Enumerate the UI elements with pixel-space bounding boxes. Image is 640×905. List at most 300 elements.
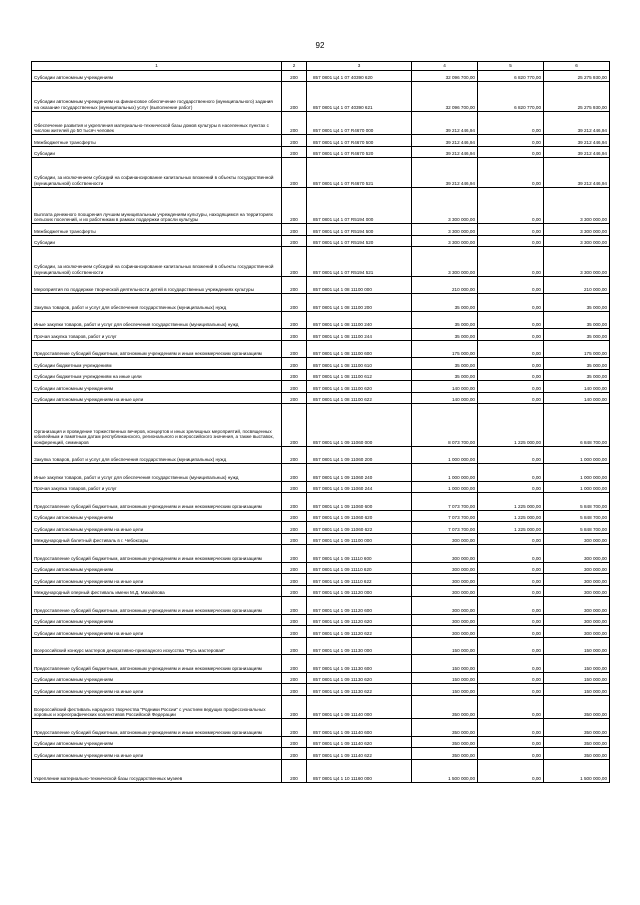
row-name-cell: Субсидии автономным учреждениям на финансовое обеспечение государственного (муниципального) задания на оказание государственных (муниципальных) услуг (выполнение работ) [32,82,282,112]
row-code-cell: 200 [282,358,307,370]
row-federal-cell: 0,00 [478,637,544,655]
row-name-cell: Субсидии бюджетным учреждениям на иные цели [32,369,282,381]
row-code-cell: 200 [282,446,307,464]
row-classification-cell: 857 0801 Ц4 1 08 11100 622 [307,392,412,404]
row-federal-cell: 0,00 [478,684,544,696]
row-code-cell: 200 [282,533,307,545]
table-row [32,522,610,534]
table-row [32,736,610,748]
row-amount-cell: 1 500 000,00 [544,759,610,783]
row-code-cell: 200 [282,135,307,147]
row-amount-cell: 150 000,00 [544,672,610,684]
row-code-cell: 200 [282,111,307,135]
row-total-cell: 7 073 700,00 [412,510,478,522]
row-code-cell: 200 [282,70,307,82]
table-row [32,748,610,760]
row-name-cell: Субсидии автономным учреждениям [32,672,282,684]
row-total-cell: 1 000 000,00 [412,446,478,464]
row-classification-cell: 857 0801 Ц4 1 09 11140 600 [307,719,412,737]
row-name-cell: Предоставление субсидий бюджетным, автономным учреждениям и иным некоммерческим организациям [32,493,282,511]
row-total-cell: 7 073 700,00 [412,493,478,511]
row-name-cell: Международный балетный фестиваль в г. Чебоксары [32,533,282,545]
row-total-cell: 350 000,00 [412,736,478,748]
row-federal-cell: 0,00 [478,626,544,638]
row-amount-cell: 300 000,00 [544,585,610,597]
row-total-cell: 35 000,00 [412,369,478,381]
row-name-cell: Субсидии, за исключением субсидий на софинансирование капитальных вложений в объекты государственной (муниципальной) собственности [32,158,282,188]
row-amount-cell: 5 848 700,00 [544,522,610,534]
row-federal-cell: 0,00 [478,736,544,748]
row-name-cell: Укрепление материально-технической базы государственных музеев [32,759,282,783]
row-name-cell: Мероприятия по поддержке творческой деятельности детей в государственных учреждениях культуры [32,276,282,294]
row-federal-cell: 1 225 000,00 [478,522,544,534]
row-amount-cell: 350 000,00 [544,695,610,719]
row-code-cell: 200 [282,247,307,277]
row-classification-cell: 857 0801 Ц4 1 09 11130 600 [307,655,412,673]
row-name-cell: Предоставление субсидий бюджетным, автономным учреждениям и иным некоммерческим организациям [32,597,282,615]
table-row [32,340,610,358]
row-federal-cell: 0,00 [478,247,544,277]
row-code-cell: 200 [282,224,307,236]
row-code-cell: 200 [282,369,307,381]
row-amount-cell: 3 300 000,00 [544,247,610,277]
row-amount-cell: 1 000 000,00 [544,446,610,464]
row-classification-cell: 857 0801 Ц4 1 09 11140 622 [307,748,412,760]
row-classification-cell: 857 0801 Ц4 1 07 R4670 000 [307,111,412,135]
row-code-cell: 200 [282,597,307,615]
row-name-cell: Предоставление субсидий бюджетным, автономным учреждениям и иным некоммерческим организациям [32,340,282,358]
table-row [32,446,610,464]
row-total-cell: 300 000,00 [412,574,478,586]
row-code-cell: 200 [282,585,307,597]
row-classification-cell: 857 0801 Ц4 1 09 11110 620 [307,562,412,574]
row-federal-cell: 0,00 [478,369,544,381]
row-code-cell: 200 [282,574,307,586]
row-federal-cell: 0,00 [478,481,544,493]
row-name-cell: Субсидии автономным учреждениям на иные цели [32,522,282,534]
row-classification-cell: 857 0801 Ц4 1 10 11160 000 [307,759,412,783]
table-row [32,358,610,370]
row-amount-cell: 35 000,00 [544,329,610,341]
table-row [32,294,610,312]
table-row [32,247,610,277]
row-classification-cell: 857 0801 Ц4 1 08 11100 244 [307,329,412,341]
row-total-cell: 300 000,00 [412,626,478,638]
row-code-cell: 200 [282,736,307,748]
row-amount-cell: 350 000,00 [544,736,610,748]
table-row [32,545,610,563]
row-name-cell: Субсидии автономным учреждениям на иные цели [32,684,282,696]
row-total-cell: 3 300 000,00 [412,247,478,277]
row-name-cell: Субсидии бюджетным учреждениям [32,358,282,370]
row-amount-cell: 300 000,00 [544,614,610,626]
row-amount-cell: 300 000,00 [544,562,610,574]
table-row [32,637,610,655]
row-total-cell: 3 300 000,00 [412,187,478,224]
row-total-cell: 350 000,00 [412,748,478,760]
row-amount-cell: 1 000 000,00 [544,481,610,493]
row-federal-cell: 1 225 000,00 [478,404,544,447]
row-classification-cell: 857 0801 Ц4 1 09 11060 620 [307,510,412,522]
row-amount-cell: 5 848 700,00 [544,510,610,522]
table-row [32,655,610,673]
row-amount-cell: 350 000,00 [544,748,610,760]
row-federal-cell: 0,00 [478,392,544,404]
table-row [32,135,610,147]
row-code-cell: 200 [282,381,307,393]
row-classification-cell: 857 0801 Ц4 1 09 11130 000 [307,637,412,655]
header-cell: 6 [544,62,610,71]
row-classification-cell: 857 0801 Ц4 1 07 40390 620 [307,70,412,82]
row-name-cell: Предоставление субсидий бюджетным, автономным учреждениям и иным некоммерческим организациям [32,719,282,737]
row-code-cell: 200 [282,493,307,511]
row-total-cell: 35 000,00 [412,358,478,370]
row-federal-cell: 0,00 [478,719,544,737]
row-federal-cell: 0,00 [478,381,544,393]
table-row [32,464,610,482]
row-name-cell: Предоставление субсидий бюджетным, автономным учреждениям и иным некоммерческим организациям [32,545,282,563]
row-name-cell: Субсидии автономным учреждениям на иные цели [32,574,282,586]
row-name-cell: Субсидии автономным учреждениям на иные цели [32,626,282,638]
row-total-cell: 150 000,00 [412,655,478,673]
row-name-cell: Субсидии автономным учреждениям на иные цели [32,392,282,404]
row-code-cell: 200 [282,404,307,447]
row-code-cell: 200 [282,522,307,534]
row-amount-cell: 150 000,00 [544,655,610,673]
row-classification-cell: 857 0801 Ц4 1 08 11100 240 [307,311,412,329]
row-name-cell: Субсидии, за исключением субсидий на софинансирование капитальных вложений в объекты государственной (муниципальной) собственности [32,247,282,277]
row-classification-cell: 857 0801 Ц4 1 08 11100 200 [307,294,412,312]
row-amount-cell: 300 000,00 [544,545,610,563]
row-amount-cell: 350 000,00 [544,719,610,737]
row-total-cell: 3 300 000,00 [412,224,478,236]
row-amount-cell: 300 000,00 [544,626,610,638]
table-row [32,146,610,158]
row-total-cell: 300 000,00 [412,533,478,545]
row-total-cell: 350 000,00 [412,695,478,719]
row-name-cell: Обеспечение развития и укрепления материально-технической базы домов культуры в населенных пунктах с числом жителей до 50 тысяч человек [32,111,282,135]
row-code-cell: 200 [282,695,307,719]
row-federal-cell: 0,00 [478,446,544,464]
row-total-cell: 150 000,00 [412,637,478,655]
row-classification-cell: 857 0801 Ц4 1 07 R5194 000 [307,187,412,224]
row-total-cell: 39 212 446,94 [412,111,478,135]
row-federal-cell: 0,00 [478,358,544,370]
table-row [32,585,610,597]
table-body [32,70,610,783]
row-code-cell: 200 [282,481,307,493]
row-name-cell: Закупка товаров, работ и услуг для обеспечения государственных (муниципальных) нужд [32,294,282,312]
row-federal-cell: 0,00 [478,329,544,341]
row-classification-cell: 857 0801 Ц4 1 07 R5194 521 [307,247,412,277]
row-total-cell: 3 300 000,00 [412,235,478,247]
row-total-cell: 32 096 700,00 [412,70,478,82]
row-classification-cell: 857 0801 Ц4 1 08 11100 612 [307,369,412,381]
table-row [32,510,610,522]
row-total-cell: 175 000,00 [412,340,478,358]
row-code-cell: 200 [282,684,307,696]
table-row [32,111,610,135]
row-classification-cell: 857 0801 Ц4 1 07 R4670 500 [307,135,412,147]
row-federal-cell: 0,00 [478,597,544,615]
row-federal-cell: 0,00 [478,614,544,626]
row-code-cell: 200 [282,392,307,404]
row-code-cell: 200 [282,187,307,224]
row-federal-cell: 0,00 [478,158,544,188]
row-name-cell: Прочая закупка товаров, работ и услуг [32,329,282,341]
row-name-cell: Иные закупки товаров, работ и услуг для обеспечения государственных (муниципальных) нужд [32,464,282,482]
row-amount-cell: 35 000,00 [544,294,610,312]
row-code-cell: 200 [282,759,307,783]
header-cell: 3 [307,62,412,71]
row-classification-cell: 857 0801 Ц4 1 09 11060 244 [307,481,412,493]
table-row [32,369,610,381]
header-cell: 5 [478,62,544,71]
row-federal-cell: 6 820 770,00 [478,70,544,82]
table-row [32,614,610,626]
row-code-cell: 200 [282,562,307,574]
table-row [32,70,610,82]
row-name-cell: Закупка товаров, работ и услуг для обеспечения государственных (муниципальных) нужд [32,446,282,464]
row-classification-cell: 857 0801 Ц4 1 09 11110 622 [307,574,412,586]
row-amount-cell: 210 000,00 [544,276,610,294]
row-name-cell: Субсидии автономным учреждениям на иные цели [32,748,282,760]
row-total-cell: 8 073 700,00 [412,404,478,447]
row-amount-cell: 150 000,00 [544,637,610,655]
row-classification-cell: 857 0801 Ц4 1 09 11060 622 [307,522,412,534]
row-federal-cell: 0,00 [478,235,544,247]
row-total-cell: 140 000,00 [412,392,478,404]
row-amount-cell: 1 000 000,00 [544,464,610,482]
row-federal-cell: 1 225 000,00 [478,510,544,522]
row-name-cell: Межбюджетные трансферты [32,224,282,236]
row-classification-cell: 857 0801 Ц4 1 09 11100 000 [307,533,412,545]
row-classification-cell: 857 0801 Ц4 1 07 R5194 500 [307,224,412,236]
row-code-cell: 200 [282,614,307,626]
row-name-cell: Субсидии автономным учреждениям [32,736,282,748]
table-row [32,533,610,545]
row-amount-cell: 140 000,00 [544,381,610,393]
row-classification-cell: 857 0801 Ц4 1 09 11120 600 [307,597,412,615]
row-classification-cell: 857 0801 Ц4 1 09 11140 000 [307,695,412,719]
row-classification-cell: 857 0801 Ц4 1 09 11060 240 [307,464,412,482]
row-classification-cell: 857 0801 Ц4 1 07 R4670 521 [307,158,412,188]
row-federal-cell: 0,00 [478,533,544,545]
row-classification-cell: 857 0801 Ц4 1 07 R5194 520 [307,235,412,247]
table-row [32,562,610,574]
row-federal-cell: 0,00 [478,187,544,224]
row-code-cell: 200 [282,626,307,638]
row-amount-cell: 5 848 700,00 [544,493,610,511]
table-row [32,597,610,615]
row-federal-cell: 0,00 [478,276,544,294]
row-federal-cell: 0,00 [478,545,544,563]
row-amount-cell: 3 300 000,00 [544,235,610,247]
table-row [32,404,610,447]
row-amount-cell: 25 275 930,00 [544,70,610,82]
row-classification-cell: 857 0801 Ц4 1 08 11100 600 [307,340,412,358]
table-row [32,311,610,329]
row-federal-cell: 0,00 [478,111,544,135]
row-code-cell: 200 [282,276,307,294]
row-name-cell: Всероссийский фестиваль народного творчества "Родники России" с участием ведущих профессиональных хоровых и хореографических коллективов Российской Федерации [32,695,282,719]
row-code-cell: 200 [282,311,307,329]
header-cell: 1 [32,62,282,71]
row-federal-cell: 0,00 [478,748,544,760]
row-name-cell: Всероссийский конкурс мастеров декоративно-прикладного искусства "Русь мастеровая" [32,637,282,655]
row-total-cell: 1 500 000,00 [412,759,478,783]
row-federal-cell: 0,00 [478,311,544,329]
row-total-cell: 1 000 000,00 [412,464,478,482]
table-row [32,719,610,737]
row-name-cell: Субсидии [32,235,282,247]
row-amount-cell: 35 000,00 [544,311,610,329]
row-federal-cell: 0,00 [478,672,544,684]
row-federal-cell: 0,00 [478,655,544,673]
row-classification-cell: 857 0801 Ц4 1 07 40390 621 [307,82,412,112]
row-name-cell: Предоставление субсидий бюджетным, автономным учреждениям и иным некоммерческим организациям [32,655,282,673]
table-row [32,695,610,719]
row-name-cell: Иные закупки товаров, работ и услуг для обеспечения государственных (муниципальных) нужд [32,311,282,329]
row-classification-cell: 857 0801 Ц4 1 09 11110 600 [307,545,412,563]
row-name-cell: Выплата денежного поощрения лучшим муниципальным учреждениям культуры, находящимся на территориях сельских поселений, и их работникам в рамках поддержки отрасли культуры [32,187,282,224]
header-cell: 2 [282,62,307,71]
row-federal-cell: 0,00 [478,224,544,236]
row-total-cell: 39 212 446,94 [412,146,478,158]
row-total-cell: 210 000,00 [412,276,478,294]
row-name-cell: Межбюджетные трансферты [32,135,282,147]
row-name-cell: Международный оперный фестиваль имени М.Д. Михайлова [32,585,282,597]
row-amount-cell: 300 000,00 [544,533,610,545]
table-header-row [32,62,610,71]
header-cell: 4 [412,62,478,71]
row-total-cell: 300 000,00 [412,545,478,563]
table-row [32,672,610,684]
table-row [32,759,610,783]
row-federal-cell: 0,00 [478,146,544,158]
row-federal-cell: 0,00 [478,562,544,574]
table-row [32,493,610,511]
row-amount-cell: 6 848 700,00 [544,404,610,447]
row-total-cell: 350 000,00 [412,719,478,737]
row-total-cell: 300 000,00 [412,614,478,626]
row-total-cell: 32 096 700,00 [412,82,478,112]
row-federal-cell: 0,00 [478,464,544,482]
row-code-cell: 200 [282,294,307,312]
row-amount-cell: 25 275 930,00 [544,82,610,112]
table-row [32,381,610,393]
table-row [32,158,610,188]
row-classification-cell: 857 0801 Ц4 1 08 11100 000 [307,276,412,294]
row-total-cell: 300 000,00 [412,585,478,597]
row-classification-cell: 857 0801 Ц4 1 09 11130 622 [307,684,412,696]
row-total-cell: 140 000,00 [412,381,478,393]
row-name-cell: Субсидии автономным учреждениям [32,381,282,393]
row-federal-cell: 0,00 [478,294,544,312]
table-row [32,82,610,112]
table-row [32,684,610,696]
row-total-cell: 150 000,00 [412,684,478,696]
row-amount-cell: 39 212 446,94 [544,135,610,147]
row-name-cell: Субсидии автономным учреждениям [32,614,282,626]
row-code-cell: 200 [282,464,307,482]
row-classification-cell: 857 0801 Ц4 1 09 11120 620 [307,614,412,626]
row-amount-cell: 140 000,00 [544,392,610,404]
row-name-cell: Прочая закупка товаров, работ и услуг [32,481,282,493]
table-row [32,235,610,247]
row-classification-cell: 857 0801 Ц4 1 08 11100 620 [307,381,412,393]
row-code-cell: 200 [282,655,307,673]
row-total-cell: 35 000,00 [412,294,478,312]
row-total-cell: 300 000,00 [412,597,478,615]
table-row [32,574,610,586]
row-classification-cell: 857 0801 Ц4 1 09 11140 620 [307,736,412,748]
row-federal-cell: 0,00 [478,585,544,597]
row-code-cell: 200 [282,158,307,188]
row-federal-cell: 0,00 [478,759,544,783]
row-name-cell: Субсидии [32,146,282,158]
row-classification-cell: 857 0801 Ц4 1 09 11120 622 [307,626,412,638]
row-name-cell: Субсидии автономным учреждениям [32,562,282,574]
row-name-cell: Субсидии автономным учреждениям [32,510,282,522]
row-federal-cell: 6 820 770,00 [478,82,544,112]
row-total-cell: 150 000,00 [412,672,478,684]
row-amount-cell: 3 300 000,00 [544,224,610,236]
row-amount-cell: 300 000,00 [544,574,610,586]
row-code-cell: 200 [282,637,307,655]
row-code-cell: 200 [282,146,307,158]
table-row [32,276,610,294]
table-row [32,187,610,224]
row-amount-cell: 300 000,00 [544,597,610,615]
row-code-cell: 200 [282,329,307,341]
row-code-cell: 200 [282,545,307,563]
table-row [32,224,610,236]
row-classification-cell: 857 0801 Ц4 1 09 11060 200 [307,446,412,464]
row-amount-cell: 35 000,00 [544,358,610,370]
row-amount-cell: 150 000,00 [544,684,610,696]
row-amount-cell: 39 212 446,94 [544,111,610,135]
row-federal-cell: 0,00 [478,135,544,147]
row-code-cell: 200 [282,340,307,358]
table-row [32,481,610,493]
row-total-cell: 7 073 700,00 [412,522,478,534]
row-federal-cell: 0,00 [478,340,544,358]
row-name-cell: Организация и проведение торжественных вечеров, концертов и иных зрелищных мероприятий, посвященных юбилейным и памятным датам республиканского, регионального и всероссийского значения, а также выставок, конференций, семинаров [32,404,282,447]
row-classification-cell: 857 0801 Ц4 1 09 11060 600 [307,493,412,511]
row-amount-cell: 175 000,00 [544,340,610,358]
row-amount-cell: 3 300 000,00 [544,187,610,224]
row-code-cell: 200 [282,719,307,737]
row-code-cell: 200 [282,510,307,522]
row-federal-cell: 1 225 000,00 [478,493,544,511]
row-code-cell: 200 [282,748,307,760]
row-amount-cell: 35 000,00 [544,369,610,381]
table-row [32,329,610,341]
row-total-cell: 39 212 446,94 [412,158,478,188]
row-classification-cell: 857 0801 Ц4 1 09 11130 620 [307,672,412,684]
table-row [32,392,610,404]
row-federal-cell: 0,00 [478,574,544,586]
row-total-cell: 35 000,00 [412,329,478,341]
row-classification-cell: 857 0801 Ц4 1 08 11100 610 [307,358,412,370]
row-code-cell: 200 [282,82,307,112]
row-classification-cell: 857 0801 Ц4 1 09 11120 000 [307,585,412,597]
row-amount-cell: 39 212 446,94 [544,146,610,158]
row-name-cell: Субсидии автономным учреждениям [32,70,282,82]
row-classification-cell: 857 0801 Ц4 1 07 R4670 520 [307,146,412,158]
row-total-cell: 1 000 000,00 [412,481,478,493]
